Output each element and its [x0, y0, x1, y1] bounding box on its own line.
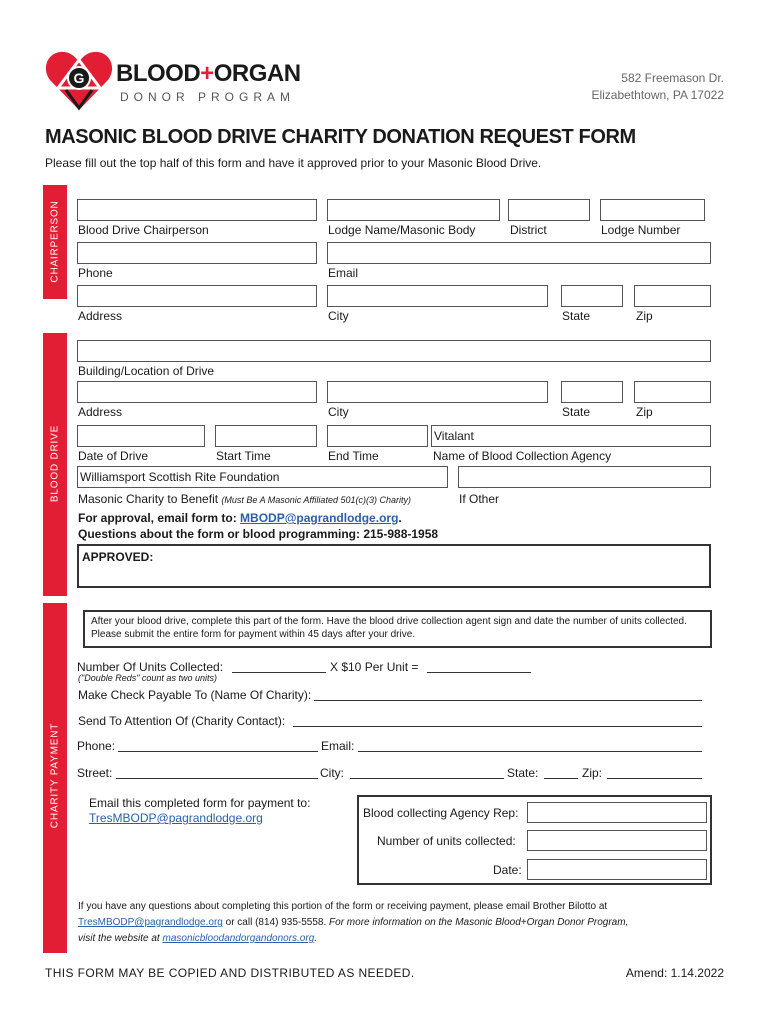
- units-collected-line[interactable]: [232, 672, 326, 673]
- end-time-field[interactable]: [327, 425, 428, 447]
- district-field[interactable]: [508, 199, 590, 221]
- start-time-field[interactable]: [215, 425, 317, 447]
- payment-email-link[interactable]: TresMBODP@pagrandlodge.org: [89, 811, 263, 825]
- building-location-field[interactable]: [77, 340, 711, 362]
- district-label: District: [510, 223, 547, 237]
- units-collected-label: Number Of Units Collected:: [77, 660, 224, 674]
- approval-email-link[interactable]: MBODP@pagrandlodge.org: [240, 511, 399, 525]
- payment-state-label: State:: [507, 766, 539, 780]
- org-address-line1: 582 Freemason Dr.: [621, 71, 724, 85]
- chairperson-zip-field[interactable]: [634, 285, 711, 307]
- questions-text: Questions about the form or blood programming: 215-988-1958: [78, 527, 439, 541]
- approval-prefix: For approval, email form to:: [78, 511, 241, 525]
- footer-email-link[interactable]: TresMBODP@pagrandlodge.org: [78, 917, 223, 928]
- units-collected-rep-label: Number of units collected:: [377, 834, 516, 848]
- payment-email-label: Email:: [321, 739, 355, 753]
- logo-plus-text: +: [200, 60, 214, 87]
- approval-suffix: .: [398, 511, 402, 525]
- attention-line[interactable]: [293, 726, 702, 727]
- blood-drive-section-label: BLOOD DRIVE: [49, 424, 61, 503]
- chairperson-state-label: State: [562, 309, 591, 323]
- approval-instructions: [78, 511, 402, 525]
- rep-date-field[interactable]: [527, 859, 707, 880]
- payment-phone-label: Phone:: [77, 739, 116, 753]
- chairperson-email-label: Email: [328, 266, 359, 280]
- drive-state-field[interactable]: [561, 381, 623, 403]
- lodge-number-label: Lodge Number: [601, 223, 681, 237]
- chairperson-state-field[interactable]: [561, 285, 623, 307]
- other-charity-label: If Other: [459, 492, 500, 506]
- payment-state-line[interactable]: [544, 778, 578, 779]
- lodge-number-field[interactable]: [600, 199, 705, 221]
- charity-payment-section-label: CHARITY PAYMENT: [49, 722, 61, 829]
- intro-text: Please fill out the top half of this form and have it approved prior to your Masonic Blood Drive.: [45, 156, 542, 170]
- approved-box[interactable]: [77, 544, 711, 588]
- drive-zip-field[interactable]: [634, 381, 711, 403]
- footer-line-3: [78, 931, 708, 947]
- charity-label: [78, 492, 411, 506]
- footer-phone-text: or call (814) 935-5558.: [222, 917, 330, 928]
- drive-city-field[interactable]: [327, 381, 548, 403]
- chairperson-phone-label: Phone: [78, 266, 113, 280]
- payment-notice-box: [83, 610, 712, 648]
- drive-address-field[interactable]: [77, 381, 317, 403]
- org-address-line2: Elizabethtown, PA 17022: [591, 88, 724, 102]
- amend-date: Amend: 1.14.2022: [625, 966, 724, 980]
- agency-rep-field[interactable]: [527, 802, 707, 823]
- charity-select[interactable]: [77, 466, 448, 488]
- chairperson-zip-label: Zip: [636, 309, 653, 323]
- payment-street-line[interactable]: [116, 778, 318, 779]
- payment-zip-line[interactable]: [607, 778, 702, 779]
- chairperson-name-label: Blood Drive Chairperson: [78, 223, 209, 237]
- collection-agency-field[interactable]: [431, 425, 711, 447]
- drive-city-label: City: [328, 405, 349, 419]
- payment-city-label: City:: [320, 766, 344, 780]
- end-time-label: End Time: [328, 449, 379, 463]
- building-location-label: Building/Location of Drive: [78, 364, 215, 378]
- masonic-heart-icon: [44, 48, 114, 114]
- email-note-text: Email this completed form for payment to:: [89, 796, 311, 810]
- chairperson-name-field[interactable]: [77, 199, 317, 221]
- svg-text:G: G: [73, 70, 85, 86]
- copy-notice: THIS FORM MAY BE COPIED AND DISTRIBUTED AS NEEDED.: [45, 966, 415, 980]
- chairperson-phone-field[interactable]: [77, 242, 317, 264]
- double-reds-note: ("Double Reds" count as two units): [78, 673, 217, 683]
- payable-to-label: Make Check Payable To (Name Of Charity):: [78, 688, 312, 702]
- footer-line-1: If you have any questions about completing this portion of the form or receiving payment, please email Brother Bilotto at: [78, 901, 608, 912]
- total-amount-line[interactable]: [427, 672, 531, 673]
- charity-select-value: Williamsport Scottish Rite Foundation: [80, 470, 280, 484]
- payment-email-line[interactable]: [358, 751, 702, 752]
- rep-date-label: Date:: [493, 863, 522, 877]
- drive-address-label: Address: [78, 405, 123, 419]
- footer-visit-text: visit the website at: [78, 933, 163, 944]
- collection-agency-value: Vitalant: [434, 429, 474, 443]
- footer-line-2: [78, 915, 708, 931]
- page-title: MASONIC BLOOD DRIVE CHARITY DONATION REQUEST FORM: [45, 126, 636, 148]
- agency-rep-label: Blood collecting Agency Rep:: [363, 806, 519, 820]
- payment-city-line[interactable]: [350, 778, 504, 779]
- drive-date-field[interactable]: [77, 425, 205, 447]
- footer-info-text: For more information on the Masonic Blood+Organ Donor Program,: [329, 917, 629, 928]
- rate-label: X $10 Per Unit =: [330, 660, 419, 674]
- lodge-name-field[interactable]: [327, 199, 500, 221]
- collection-agency-label: Name of Blood Collection Agency: [433, 449, 612, 463]
- chairperson-city-label: City: [328, 309, 349, 323]
- approved-label: APPROVED:: [82, 550, 154, 564]
- drive-state-label: State: [562, 405, 591, 419]
- payment-notice-text: After your blood drive, complete this part of the form. Have the blood drive collection agent sign and date the number of units collected. Please submit the entire form for payment within 45 days after your drive.: [91, 616, 687, 640]
- chairperson-city-field[interactable]: [327, 285, 548, 307]
- payable-to-line[interactable]: [314, 700, 702, 701]
- units-collected-rep-field[interactable]: [527, 830, 707, 851]
- payment-footer-note: [78, 899, 708, 947]
- chairperson-section-label: CHAIRPERSON: [49, 200, 61, 283]
- payment-zip-label: Zip:: [582, 766, 603, 780]
- attention-label: Send To Attention Of (Charity Contact):: [78, 714, 286, 728]
- logo-blood-text: BLOOD: [116, 60, 201, 87]
- lodge-name-label: Lodge Name/Masonic Body: [328, 223, 476, 237]
- logo-subtitle: DONOR PROGRAM: [120, 90, 296, 104]
- other-charity-field[interactable]: [458, 466, 711, 488]
- chairperson-email-field[interactable]: [327, 242, 711, 264]
- footer-period: .: [314, 933, 318, 944]
- payment-street-label: Street:: [77, 766, 113, 780]
- charity-label-text: Masonic Charity to Benefit: [78, 492, 219, 506]
- chairperson-address-label: Address: [78, 309, 123, 323]
- agency-rep-box: [357, 795, 712, 885]
- drive-zip-label: Zip: [636, 405, 653, 419]
- drive-date-label: Date of Drive: [78, 449, 149, 463]
- logo: [44, 48, 344, 114]
- charity-label-note: (Must Be A Masonic Affiliated 501(c)(3) Charity): [221, 495, 411, 505]
- footer-website-link[interactable]: masonicbloodandorgandonors.org: [162, 933, 315, 944]
- logo-organ-text: ORGAN: [213, 60, 301, 87]
- chairperson-address-field[interactable]: [77, 285, 317, 307]
- payment-phone-line[interactable]: [118, 751, 318, 752]
- start-time-label: Start Time: [216, 449, 271, 463]
